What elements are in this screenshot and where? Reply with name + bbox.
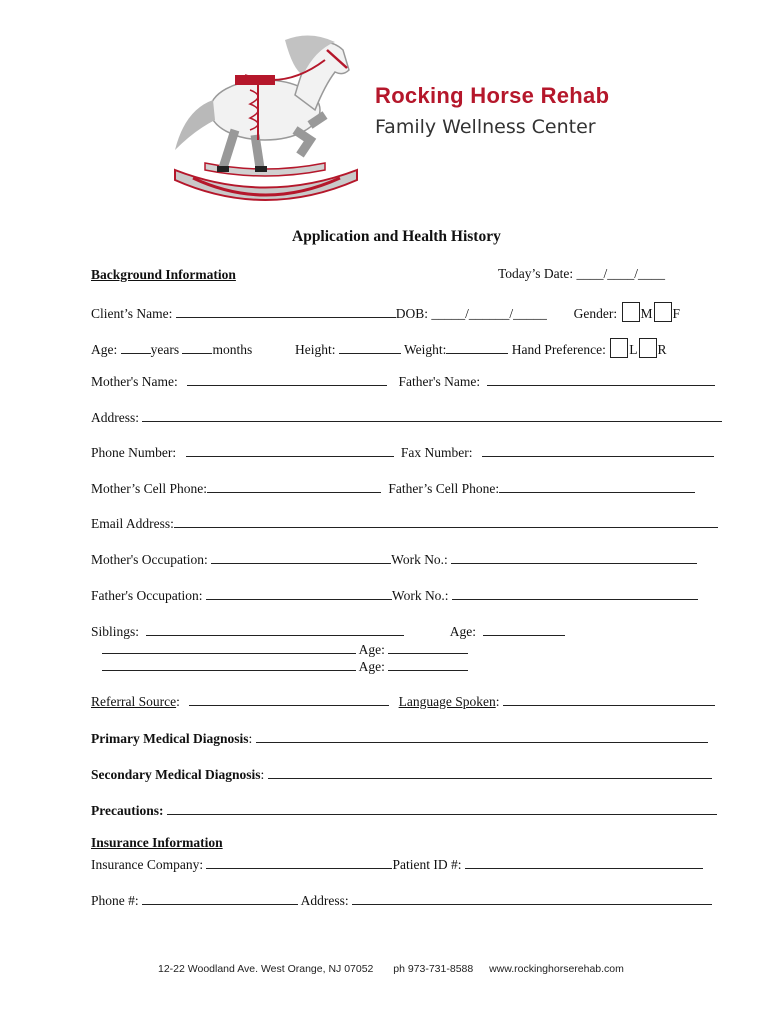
fathers-occ-field[interactable] [206,588,392,600]
fathers-name-field[interactable] [487,374,715,386]
language-field[interactable] [503,694,715,706]
todays-date[interactable]: Today’s Date: ____/____/____ [498,266,666,281]
weight-field[interactable] [446,342,508,354]
mothers-work-no-field[interactable] [451,552,697,564]
background-heading: Background Information [91,267,236,282]
sibling-1-age-field[interactable] [483,624,565,636]
clients-name-label: Client’s Name: [91,306,173,321]
footer-website[interactable]: www.rockinghorserehab.com [489,963,624,975]
age-years-field[interactable] [121,342,151,354]
mothers-name-label: Mother's Name: [91,374,178,389]
footer [158,963,624,975]
brand-tagline: Family Wellness Center [375,116,596,138]
language-label: Language Spoken [398,694,496,709]
height-label: Height: [295,342,336,357]
rocking-horse-icon [165,30,365,215]
insurance-phone-label: Phone #: [91,893,139,908]
sibling-2-age-label: Age: [358,642,385,657]
form-title: Application and Health History [292,228,501,245]
hand-l-checkbox[interactable] [610,338,628,358]
mothers-work-no-label: Work No.: [391,552,448,567]
siblings-label: Siblings: [91,624,140,639]
gender-f-checkbox[interactable] [654,302,672,322]
dob-field[interactable]: DOB: _____/______/_____ [395,306,547,321]
sibling-1-age-label: Age: [449,624,477,639]
insurance-phone-field[interactable] [142,893,298,905]
fathers-cell-label: Father’s Cell Phone: [388,481,500,496]
sibling-3-field[interactable] [102,659,356,671]
patient-id-label: Patient ID #: [392,857,462,872]
secondary-dx-field[interactable] [268,767,712,779]
hand-r-label: R [657,342,667,357]
precautions-field[interactable] [167,803,717,815]
insurance-heading: Insurance Information [91,835,223,850]
sibling-3-age-label: Age: [358,659,385,674]
fathers-work-no-field[interactable] [452,588,698,600]
gender-f-label: F [672,306,681,321]
months-label: months [212,342,253,357]
footer-phone: ph 973-731-8588 [393,963,474,975]
secondary-dx-label: Secondary Medical Diagnosis [91,767,261,782]
height-field[interactable] [339,342,401,354]
mothers-cell-field[interactable] [207,481,381,493]
mothers-occ-field[interactable] [211,552,391,564]
email-field[interactable] [174,516,718,528]
phone-number-label: Phone Number: [91,445,177,460]
sibling-2-age-field[interactable] [388,642,468,654]
age-label: Age: [91,342,118,357]
fathers-occ-label: Father's Occupation: [91,588,203,603]
age-months-field[interactable] [182,342,212,354]
referral-label: Referral Source [91,694,177,709]
sibling-3-age-field[interactable] [388,659,468,671]
address-label: Address: [91,410,139,425]
insurance-company-label: Insurance Company: [91,857,204,872]
insurance-address-label: Address: [300,893,349,908]
mothers-occ-label: Mother's Occupation: [91,552,208,567]
primary-dx-label: Primary Medical Diagnosis [91,731,249,746]
hand-pref-label: Hand Preference: [511,342,606,357]
mothers-name-field[interactable] [187,374,387,386]
referral-field[interactable] [189,694,389,706]
gender-label: Gender: [573,306,618,321]
precautions-label: Precautions: [91,803,164,818]
primary-dx-field[interactable] [256,731,708,743]
hand-r-checkbox[interactable] [639,338,657,358]
patient-id-field[interactable] [465,857,703,869]
address-field[interactable] [142,410,722,422]
years-label: years [150,342,180,357]
phone-number-field[interactable] [186,445,394,457]
hand-l-label: L [629,342,638,357]
mothers-cell-label: Mother’s Cell Phone: [91,481,207,496]
footer-address: 12-22 Woodland Ave. West Orange, NJ 07052 [158,963,374,975]
fax-number-field[interactable] [482,445,714,457]
brand-name: Rocking Horse Rehab [375,83,610,108]
sibling-1-field[interactable] [146,624,404,636]
gender-m-label: M [640,306,653,321]
fax-number-label: Fax Number: [400,445,473,460]
gender-m-checkbox[interactable] [622,302,640,322]
email-label: Email Address: [91,516,174,531]
insurance-address-field[interactable] [352,893,712,905]
fathers-work-no-label: Work No.: [391,588,449,603]
sibling-2-field[interactable] [102,642,356,654]
weight-label: Weight: [404,342,447,357]
fathers-cell-field[interactable] [499,481,695,493]
clients-name-field[interactable] [176,306,396,318]
fathers-name-label: Father's Name: [398,374,481,389]
insurance-company-field[interactable] [206,857,392,869]
